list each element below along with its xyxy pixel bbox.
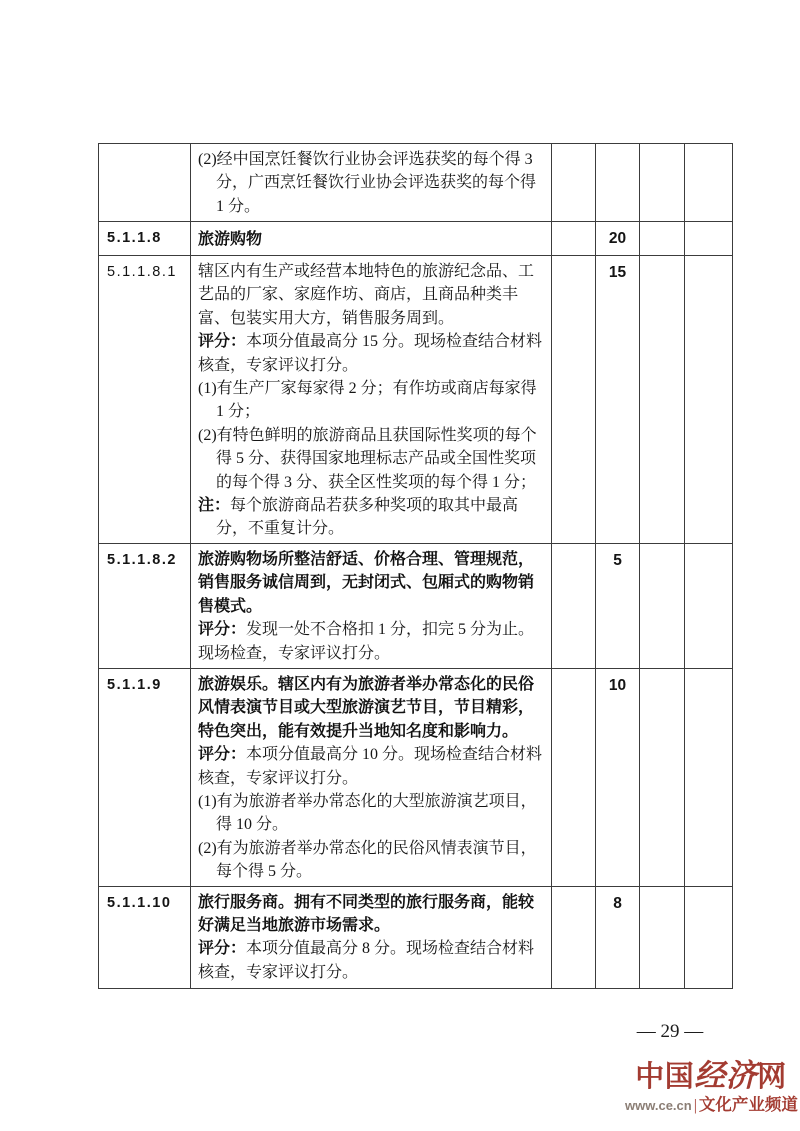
score-value-cell: 8 (596, 886, 640, 988)
paragraph-label: 评分： (198, 746, 247, 764)
criterion-code: 5.1.1.10 (99, 886, 191, 988)
criterion-code (99, 144, 191, 222)
criterion-paragraph: 旅游购物 (198, 231, 263, 248)
empty-cell (552, 543, 596, 668)
score-value-cell: 20 (596, 222, 640, 256)
criterion-paragraph: 辖区内有生产或经营本地特色的旅游纪念品、工艺品的厂家、家庭作坊、商店，且商品种类丰富、包装实用大方，销售服务周到。 (198, 263, 535, 327)
empty-cell (640, 256, 685, 544)
empty-cell (685, 256, 733, 544)
criterion-paragraph: 评分：本项分值最高分 15 分。现场检查结合材料核查，专家评议打分。 (198, 333, 543, 374)
table-row (99, 256, 733, 544)
empty-cell (685, 222, 733, 256)
criteria-table (98, 143, 733, 989)
brand-subtitle (625, 1095, 797, 1116)
score-value-cell: 5 (596, 543, 640, 668)
criterion-code: 5.1.1.9 (99, 668, 191, 886)
empty-cell (552, 886, 596, 988)
criterion-paragraph: (1)有为旅游者举办常态化的大型旅游演艺项目，得 10 分。 (198, 792, 537, 834)
criterion-content (191, 256, 552, 544)
criterion-paragraph: 旅游娱乐。辖区内有为旅游者举办常态化的民俗风情表演节目或大型旅游演艺节目，节目精彩，特色突出，能有效提升当地知名度和影响力。 (198, 675, 535, 740)
site-watermark-logo (625, 1059, 797, 1116)
score-value-cell (596, 144, 640, 222)
criteria-table-body (99, 144, 733, 989)
criterion-paragraph: 旅行服务商。拥有不同类型的旅行服务商，能较好满足当地旅游市场需求。 (198, 893, 535, 934)
criterion-paragraph: 评分：本项分值最高分 8 分。现场检查结合材料核查，专家评议打分。 (198, 940, 535, 981)
empty-cell (640, 222, 685, 256)
empty-cell (640, 144, 685, 222)
empty-cell (685, 668, 733, 886)
criterion-content (191, 144, 552, 222)
paragraph-label: 注： (198, 497, 231, 515)
criterion-paragraph: 注：每个旅游商品若获多种奖项的取其中最高分，不重复计分。 (198, 497, 519, 538)
paragraph-label: 评分： (198, 940, 247, 958)
empty-cell (552, 256, 596, 544)
empty-cell (552, 144, 596, 222)
criterion-paragraph: 旅游购物场所整洁舒适、价格合理、管理规范，销售服务诚信周到，无封闭式、包厢式的购物销售模式。 (198, 550, 535, 615)
criterion-content (191, 886, 552, 988)
score-value-cell: 10 (596, 668, 640, 886)
table-row (99, 144, 733, 222)
brand-part-1: 中国 (635, 1061, 695, 1093)
criterion-code: 5.1.1.8.2 (99, 543, 191, 668)
table-row (99, 222, 733, 256)
empty-cell (685, 543, 733, 668)
table-row (99, 668, 733, 886)
criterion-paragraph: 评分：本项分值最高分 10 分。现场检查结合材料核查，专家评议打分。 (198, 746, 543, 787)
brand-wordmark (625, 1059, 797, 1094)
site-url: www.ce.cn (625, 1098, 692, 1113)
brand-part-3: 网 (757, 1061, 787, 1093)
criterion-paragraph: 评分：发现一处不合格扣 1 分，扣完 5 分为止。现场检查，专家评议打分。 (198, 621, 535, 662)
page-number: — 29 — (636, 1021, 704, 1042)
table-row (99, 886, 733, 988)
empty-cell (640, 668, 685, 886)
criterion-content (191, 543, 552, 668)
brand-part-2: 经济 (694, 1058, 758, 1093)
paragraph-label: 评分： (198, 621, 247, 639)
criterion-paragraph: (2)有特色鲜明的旅游商品且获国际性奖项的每个得 5 分、获得国家地理标志产品或全国性奖项的每个得 3 分、获全区性奖项的每个得 1 分； (198, 426, 537, 491)
channel-name: 文化产业频道 (698, 1095, 798, 1114)
score-value-cell: 15 (596, 256, 640, 544)
empty-cell (552, 222, 596, 256)
criterion-code: 5.1.1.8 (99, 222, 191, 256)
criterion-paragraph: (2)有为旅游者举办常态化的民俗风情表演节目，每个得 5 分。 (198, 839, 537, 881)
empty-cell (640, 543, 685, 668)
criterion-paragraph: (1)有生产厂家每家得 2 分；有作坊或商店每家得 1 分； (198, 380, 537, 421)
empty-cell (685, 144, 733, 222)
empty-cell (685, 886, 733, 988)
criterion-code: 5.1.1.8.1 (99, 256, 191, 544)
empty-cell (640, 886, 685, 988)
empty-cell (552, 668, 596, 886)
criterion-content (191, 222, 552, 256)
criterion-content (191, 668, 552, 886)
criterion-paragraph: (2)经中国烹饪餐饮行业协会评选获奖的每个得 3 分，广西烹饪餐饮行业协会评选获奖的每个得 1 分。 (198, 151, 537, 215)
paragraph-label: 评分： (198, 333, 247, 351)
divider-bar: | (693, 1097, 697, 1114)
table-row (99, 543, 733, 668)
